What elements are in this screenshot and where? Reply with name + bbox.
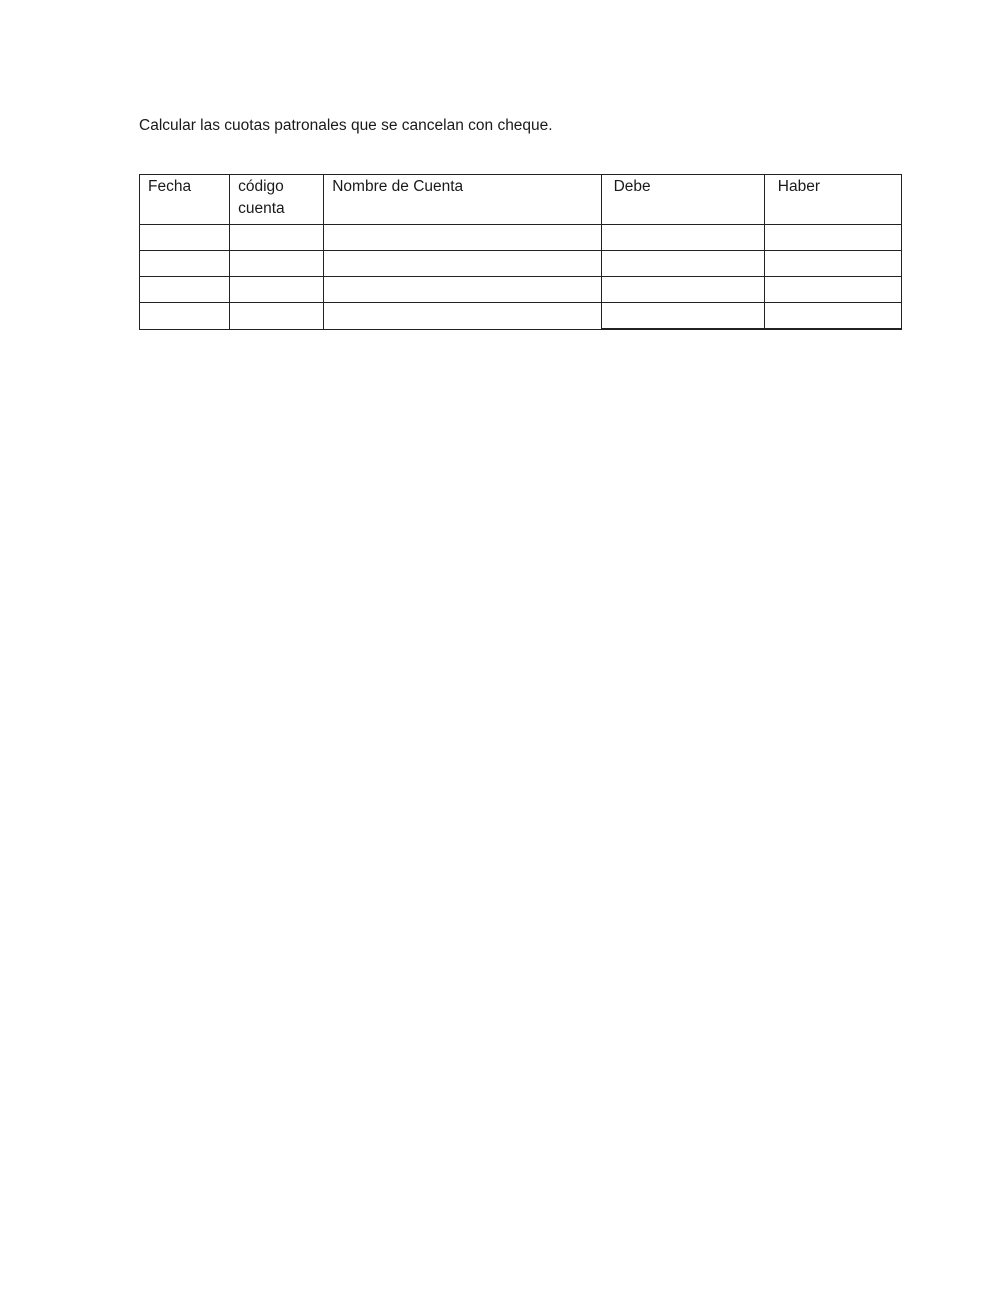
cell-fecha xyxy=(140,225,230,251)
header-debe: Debe xyxy=(601,175,764,225)
cell-nombre xyxy=(324,277,601,303)
cell-fecha xyxy=(140,251,230,277)
cell-codigo xyxy=(230,225,324,251)
table-header-row xyxy=(140,175,902,225)
instruction-text: Calcular las cuotas patronales que se cancelan con cheque. xyxy=(139,117,553,134)
table-row xyxy=(140,277,902,303)
table-row xyxy=(140,303,902,330)
table-row xyxy=(140,225,902,251)
cell-nombre xyxy=(324,303,601,330)
cell-debe xyxy=(601,225,764,251)
cell-nombre xyxy=(324,225,601,251)
cell-haber xyxy=(764,277,901,303)
cell-nombre xyxy=(324,251,601,277)
header-codigo-cuenta: código cuenta xyxy=(230,175,324,225)
cell-codigo xyxy=(230,303,324,330)
cell-debe xyxy=(601,303,764,330)
cell-fecha xyxy=(140,277,230,303)
journal-entry-table xyxy=(139,174,902,330)
cell-debe xyxy=(601,251,764,277)
cell-haber xyxy=(764,225,901,251)
header-nombre-de-cuenta: Nombre de Cuenta xyxy=(324,175,601,225)
cell-codigo xyxy=(230,251,324,277)
cell-fecha xyxy=(140,303,230,330)
header-haber: Haber xyxy=(764,175,901,225)
cell-codigo xyxy=(230,277,324,303)
table-row xyxy=(140,251,902,277)
header-fecha: Fecha xyxy=(140,175,230,225)
cell-debe xyxy=(601,277,764,303)
cell-haber xyxy=(764,251,901,277)
cell-haber xyxy=(764,303,901,330)
